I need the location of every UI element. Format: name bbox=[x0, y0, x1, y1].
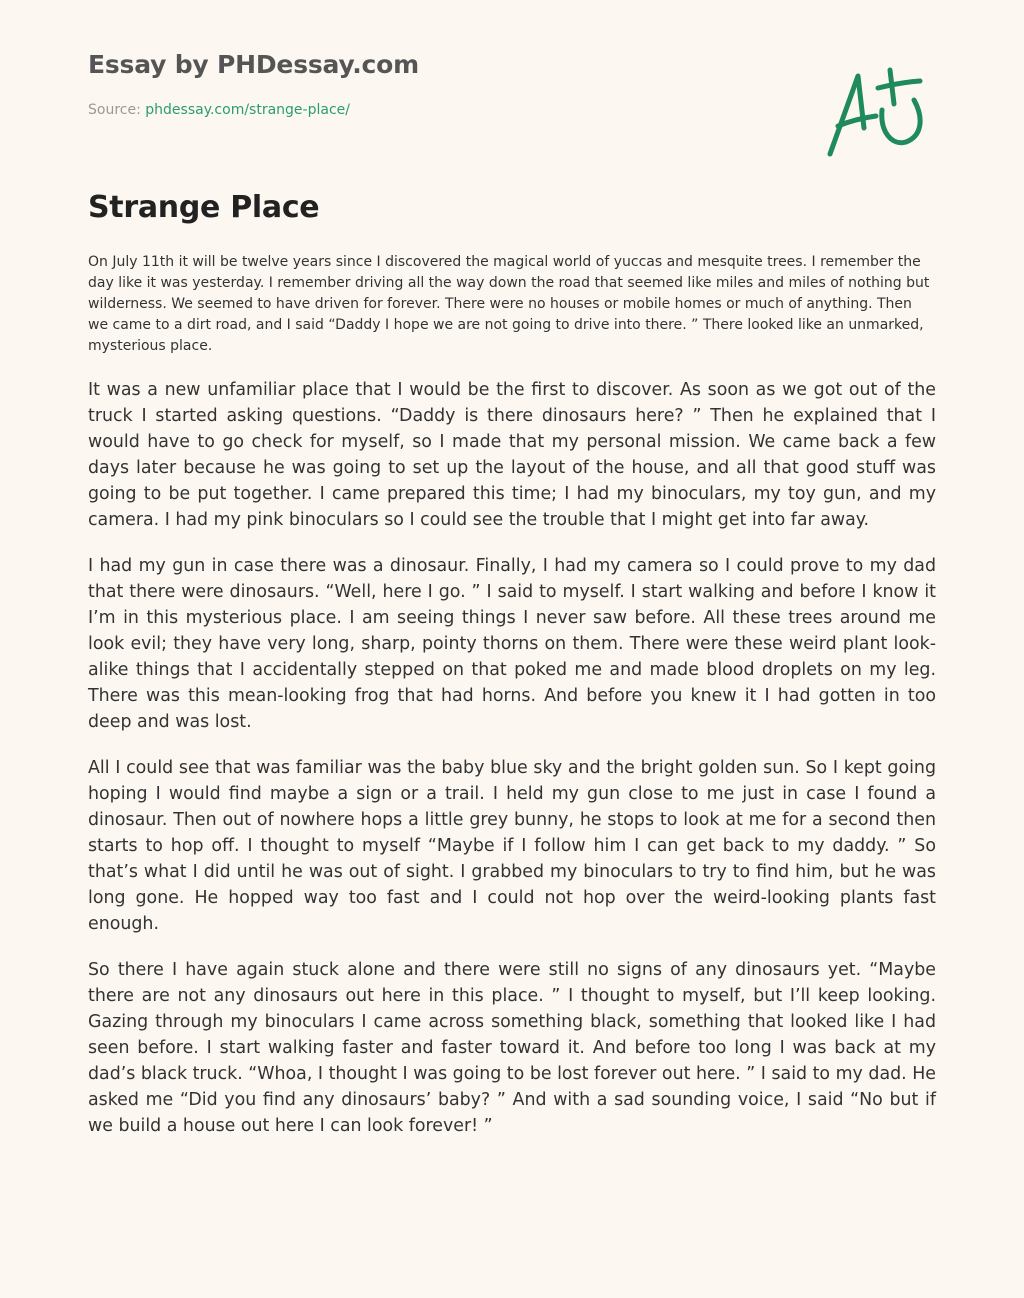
essay-title: Strange Place bbox=[88, 190, 320, 225]
source-link[interactable]: phdessay.com/strange-place/ bbox=[145, 102, 350, 118]
essay-body bbox=[88, 252, 936, 1159]
intro-paragraph: On July 11th it will be twelve years since I discovered the magical world of yuccas and mesquite trees. I remember the day like it was yesterday. I remember driving all the way down the road that seemed like miles and miles of nothing but wilderness. We seemed to have driven for forever. There were no houses or mobile homes or much of anything. Then we came to a dirt road, and I said “Daddy I hope we are not going to drive into there. ” There looked like an unmarked, mysterious place. bbox=[88, 254, 930, 354]
paragraph: So there I have again stuck alone and there were still no signs of any dinosaurs yet. “Maybe there are not any dinosaurs out here in this place. ” I thought to myself, but I’ll keep looking. Gazing through my binoculars I came across something black, something that looked like I had seen before. I start walking faster and faster toward it. And before too long I was back at my dad’s black truck. “Whoa, I thought I was going to be lost forever out here. ” I said to my dad. He asked me “Did you find any dinosaurs’ baby? ” And with a sad sounding voice, I said “No but if we build a house out here I can look forever! ” bbox=[88, 960, 936, 1136]
a-plus-logo-icon bbox=[824, 66, 928, 160]
paragraph: All I could see that was familiar was the baby blue sky and the bright golden sun. So I kept going hoping I would find maybe a sign or a trail. I held my gun close to me just in case I found a dinosaur. Then out of nowhere hops a little grey bunny, he stops to look at me for a second then starts to hop off. I thought to myself “Maybe if I follow him I can get back to my daddy. ” So that’s what I did until he was out of sight. I grabbed my binoculars to try to find him, but he was long gone. He hopped way too fast and I could not hop over the weird-looking plants fast enough. bbox=[88, 758, 936, 934]
source-line bbox=[88, 102, 350, 118]
paragraph: It was a new unfamiliar place that I would be the first to discover. As soon as we got out of the truck I started asking questions. “Daddy is there dinosaurs here? ” Then he explained that I would have to go check for myself, so I made that my personal mission. We came back a few days later because he was going to set up the layout of the house, and all that good stuff was going to be put together. I came prepared this time; I had my binoculars, my toy gun, and my camera. I had my pink binoculars so I could see the trouble that I might get into far away. bbox=[88, 380, 936, 530]
site-title: Essay by PHDessay.com bbox=[88, 50, 419, 79]
paragraph: I had my gun in case there was a dinosaur. Finally, I had my camera so I could prove to my dad that there were dinosaurs. “Well, here I go. ” I said to myself. I start walking and before I know it I’m in this mysterious place. I am seeing things I never saw before. All these trees around me look evil; they have very long, sharp, pointy thorns on them. There were these weird plant look-alike things that I accidentally stepped on that poked me and made blood droplets on my leg. There was this mean-looking frog that had horns. And before you knew it I had gotten in too deep and was lost. bbox=[88, 556, 936, 732]
source-label: Source: bbox=[88, 102, 146, 118]
